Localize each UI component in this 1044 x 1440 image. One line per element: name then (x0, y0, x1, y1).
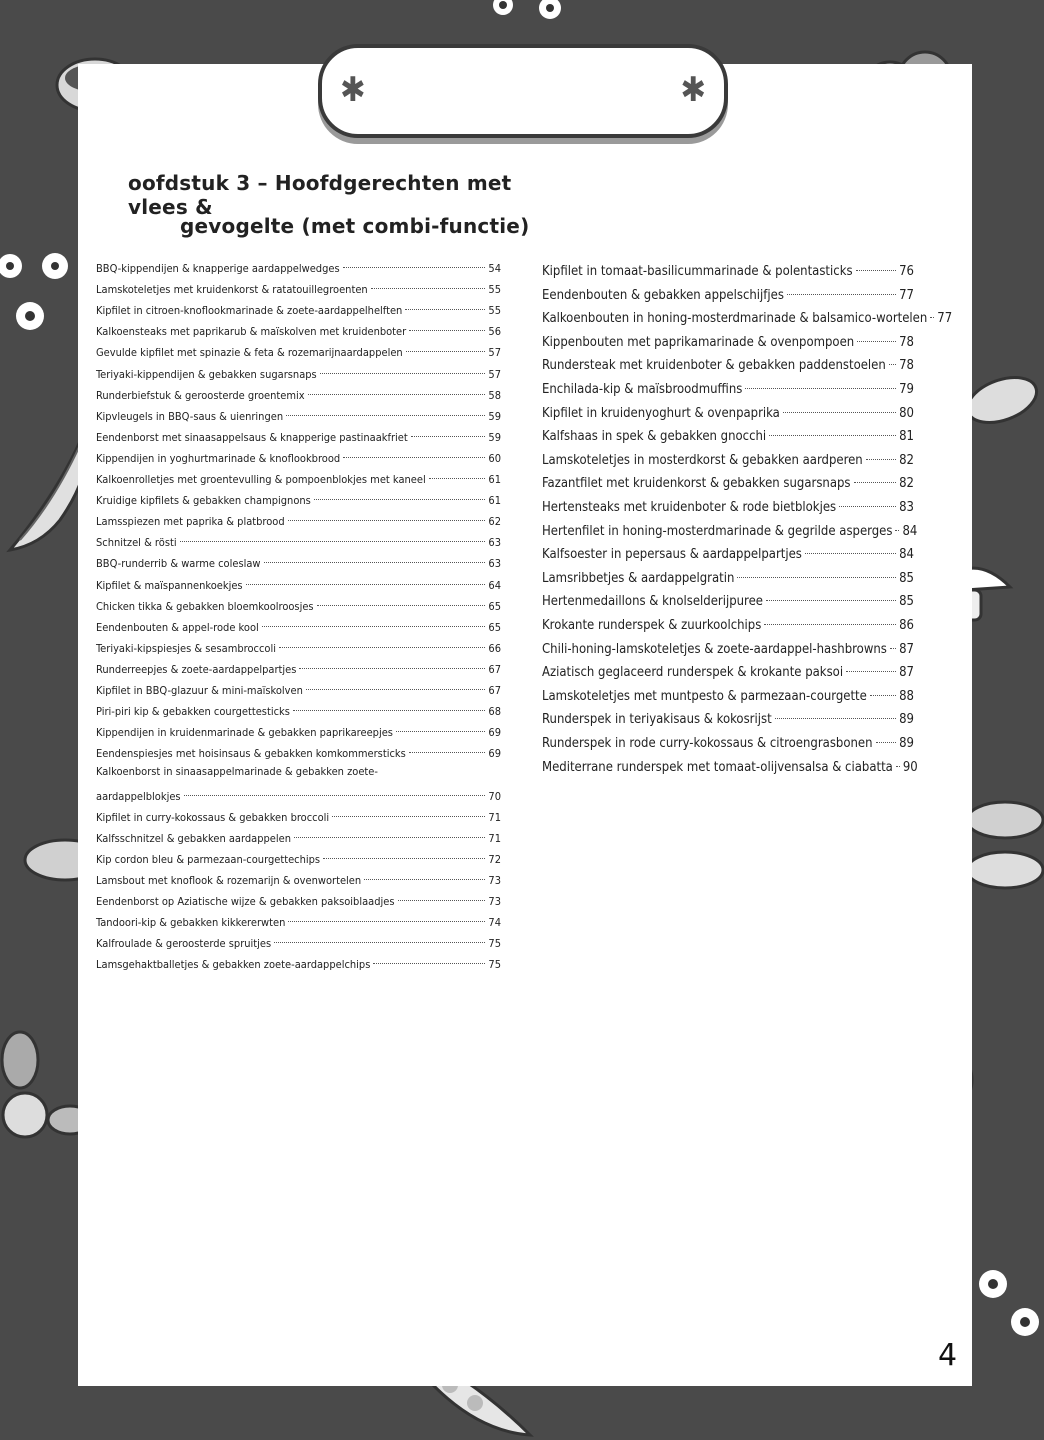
toc-entry-title: aardappelblokjes (96, 789, 181, 803)
toc-entry-page: 85 (899, 570, 914, 586)
toc-entry[interactable] (96, 892, 501, 912)
toc-entry-title: Lamskoteletjes in mosterdkorst & gebakken aardperen (542, 452, 863, 468)
toc-entry-title: Rundersteak met kruidenboter & gebakken paddenstoelen (542, 358, 886, 374)
toc-entry[interactable] (96, 491, 501, 511)
toc-entry[interactable] (542, 734, 914, 754)
toc-entry-page: 72 (488, 852, 501, 866)
dot-leader (314, 499, 486, 500)
toc-entry[interactable] (96, 829, 501, 849)
flower-icon (0, 248, 75, 338)
toc-entry-page: 73 (488, 873, 501, 887)
toc-entry[interactable] (96, 470, 501, 490)
toc-entry[interactable] (96, 576, 501, 596)
dot-leader (398, 900, 486, 901)
toc-entry[interactable] (96, 702, 501, 722)
toc-entry-title: Lamsgehaktballetjes & gebakken zoete-aardappelchips (96, 958, 371, 972)
toc-entry-page: 55 (488, 304, 501, 318)
toc-entry-page: 61 (488, 494, 501, 508)
toc-entry-page: 86 (899, 618, 914, 633)
page-number: 4 (938, 1338, 958, 1373)
toc-entry-title: Eendenborst op Aziatische wijze & gebakken paksoiblaadjes (96, 895, 395, 908)
toc-entry-page: 67 (488, 684, 501, 697)
toc-entry[interactable] (96, 533, 501, 553)
dot-leader (839, 506, 896, 507)
toc-entry-title: Kippenbouten met paprikamarinade & ovenpompoen (542, 334, 855, 350)
toc-entry-title: Eendenborst met sinaasappelsaus & knapperige pastinaakfriet (96, 430, 408, 444)
toc-entry-page: 56 (488, 325, 501, 339)
toc-entry-page: 69 (488, 726, 501, 740)
chapter-title-line1: oofdstuk 3 – Hoofdgerechten met vlees & (128, 171, 512, 219)
toc-entry[interactable] (96, 280, 501, 300)
toc-entry[interactable] (96, 723, 501, 743)
dot-leader (737, 577, 896, 578)
dot-leader (930, 317, 934, 318)
toc-entry-page: 70 (488, 789, 501, 803)
toc-entry-title: Piri-piri kip & gebakken courgettesticks (96, 705, 290, 719)
dot-leader (890, 648, 896, 649)
toc-entry-page: 64 (488, 578, 501, 592)
toc-entry-title: Kippendijen in yoghurtmarinade & knoflookbrood (96, 451, 341, 465)
toc-entry[interactable] (96, 259, 501, 279)
dot-leader (288, 520, 486, 521)
toc-entry-title: Lamsbout met knoflook & rozemarijn & ovenwortelen (96, 873, 362, 887)
toc-entry-title: Hertenfilet in honing-mosterdmarinade & gegrilde asperges (542, 523, 893, 539)
toc-entry-page: 62 (488, 515, 501, 529)
dot-leader (405, 309, 485, 310)
star-icon: ✱ (680, 70, 706, 110)
toc-entry-title: Kalfsoester in pepersaus & aardappelpartjes (542, 547, 802, 563)
toc-entry[interactable] (96, 955, 501, 975)
toc-entry-page: 77 (899, 287, 914, 303)
toc-entry-title: BBQ-runderrib & warme coleslaw (96, 557, 261, 571)
dot-leader (429, 478, 486, 479)
toc-entry[interactable] (96, 343, 501, 363)
toc-entry[interactable] (542, 309, 953, 329)
toc-entry[interactable] (96, 787, 501, 807)
toc-entry[interactable] (96, 808, 501, 828)
dot-leader (299, 668, 485, 669)
dot-leader (343, 267, 486, 268)
flower-icon (975, 1262, 1044, 1352)
toc-entry[interactable] (96, 660, 501, 680)
toc-entry[interactable] (542, 451, 914, 471)
toc-entry-page: 66 (488, 641, 501, 655)
toc-entry-title: Kalkoenrolletjes met groentevulling & pompoenblokjes met kaneel (96, 473, 426, 486)
toc-entry-page: 77 (937, 311, 953, 327)
toc-entry[interactable] (96, 407, 501, 427)
toc-entry[interactable] (542, 592, 914, 612)
toc-entry-page: 74 (488, 916, 501, 930)
toc-entry-page: 59 (488, 409, 501, 423)
toc-entry-title: Kipfilet in BBQ-glazuur & mini-maïskolven (96, 684, 303, 697)
dot-leader (184, 795, 486, 796)
dot-leader (396, 731, 485, 732)
toc-entry-page: 75 (488, 937, 501, 951)
dot-leader (889, 364, 896, 365)
dot-leader (323, 858, 485, 859)
toc-entry-title: Tandoori-kip & gebakken kikkererwten (96, 916, 286, 930)
toc-entry-title: Kipfilet in curry-kokossaus & gebakken broccoli (96, 810, 330, 824)
toc-entry-page: 89 (899, 712, 914, 728)
toc-entry-title: Kipfilet & maïspannenkoekjes (96, 578, 243, 592)
toc-entry[interactable] (542, 640, 914, 660)
toc-entry-page: 57 (488, 346, 501, 360)
toc-entry-page: 84 (899, 547, 914, 563)
toc-entry-title: BBQ-kippendijen & knapperige aardappelwedges (96, 262, 340, 275)
dot-leader (846, 671, 896, 672)
toc-entry-title: Lamsspiezen met paprika & platbrood (96, 515, 285, 529)
toc-entry-title: Kipfilet in tomaat-basilicummarinade & polentasticks (542, 264, 853, 279)
toc-entry-page: 71 (488, 810, 501, 824)
toc-entry[interactable] (96, 386, 501, 406)
toc-entry-title: Runderbiefstuk & geroosterde groentemix (96, 388, 305, 402)
star-icon: ✱ (340, 70, 366, 110)
toc-entry-title: Kruidige kipfilets & gebakken champignons (96, 494, 311, 508)
dot-leader (294, 837, 485, 838)
toc-entry-page: 69 (488, 747, 501, 761)
dot-leader (775, 718, 896, 719)
toc-entry[interactable] (542, 663, 914, 683)
toc-entry-page: 55 (488, 283, 501, 297)
toc-entry-page: 83 (899, 500, 914, 515)
toc-entry-page: 67 (488, 662, 501, 676)
toc-entry-title: Kip cordon bleu & parmezaan-courgettechips (96, 852, 321, 866)
dot-leader (373, 963, 485, 964)
toc-entry-title: Kalfsschnitzel & gebakken aardappelen (96, 831, 291, 845)
toc-entry[interactable] (96, 618, 501, 638)
dot-leader (343, 457, 485, 458)
toc-entry-page: 60 (488, 451, 501, 465)
toc-entry-page: 73 (488, 895, 501, 908)
dot-leader (787, 294, 896, 295)
dot-leader (870, 695, 896, 696)
toc-entry[interactable] (542, 474, 914, 494)
toc-entry-page: 65 (488, 620, 501, 634)
toc-entry[interactable] (96, 871, 501, 891)
toc-entry[interactable] (96, 554, 501, 574)
toc-entry[interactable] (542, 616, 914, 636)
toc-entry-page: 78 (899, 358, 914, 374)
toc-entry-title: Teriyaki-kippendijen & gebakken sugarsnaps (96, 367, 317, 381)
toc-entry-page: 80 (899, 405, 914, 421)
toc-entry-title: Chili-honing-lamskoteletjes & zoete-aardappel-hashbrowns (542, 641, 887, 657)
dot-leader (306, 689, 486, 690)
dot-leader (895, 530, 899, 531)
toc-entry-page: 79 (899, 382, 914, 397)
dot-leader (766, 600, 896, 601)
dot-leader (293, 710, 486, 711)
toc-entry-page: 63 (488, 536, 501, 550)
toc-entry[interactable] (542, 569, 914, 589)
dot-leader (409, 330, 485, 331)
toc-entry[interactable] (542, 545, 914, 565)
toc-entry[interactable] (96, 322, 501, 342)
dot-leader (180, 541, 486, 542)
toc-entry-title: Lamskoteletjes met muntpesto & parmezaan-courgette (542, 688, 867, 704)
toc-entry[interactable] (96, 744, 501, 764)
dot-leader (332, 816, 485, 817)
flower-icon (488, 0, 568, 30)
lettuce-icon (960, 365, 1044, 435)
header-tab (318, 44, 728, 138)
toc-entry-title: Runderspek in teriyakisaus & kokosrijst (542, 712, 772, 728)
dot-leader (320, 373, 486, 374)
toc-entry-title: Chicken tikka & gebakken bloemkoolroosjes (96, 599, 314, 613)
dot-leader (264, 562, 486, 563)
toc-entry-page: 76 (899, 264, 914, 279)
toc-entry-title: Kalfshaas in spek & gebakken gnocchi (542, 429, 767, 445)
toc-entry-title: Aziatisch geglaceerd runderspek & krokante paksoi (542, 665, 844, 681)
toc-entry-title: Eendenbouten & appel-rode kool (96, 620, 259, 634)
toc-entry-page: 71 (488, 831, 501, 845)
toc-entry[interactable] (542, 286, 914, 306)
toc-entry-title: Fazantfilet met kruidenkorst & gebakken sugarsnaps (542, 476, 851, 492)
toc-entry-page: 78 (899, 334, 914, 350)
toc-entry[interactable] (542, 687, 914, 707)
dot-leader (364, 879, 485, 880)
dot-leader (371, 288, 486, 289)
toc-entry[interactable] (542, 356, 914, 376)
toc-entry[interactable] (96, 597, 501, 617)
toc-entry-page: 90 (902, 759, 918, 775)
dot-leader (411, 436, 486, 437)
dot-leader (246, 584, 486, 585)
toc-entry-page: 65 (488, 599, 501, 613)
toc-entry-title: Kalkoenborst in sinaasappelmarinade & gebakken zoete- (96, 765, 378, 779)
toc-entry[interactable] (542, 758, 918, 778)
toc-entry-page: 85 (899, 594, 914, 610)
toc-entry[interactable] (542, 427, 914, 447)
dot-leader (854, 482, 897, 483)
toc-entry-title: Eendenspiesjes met hoisinsaus & gebakken komkommersticks (96, 747, 406, 761)
dot-leader (317, 605, 486, 606)
toc-entry[interactable] (542, 262, 914, 282)
toc-entry[interactable] (96, 681, 501, 701)
dot-leader (805, 553, 896, 554)
toc-entry-title: Kippendijen in kruidenmarinade & gebakken paprikareepjes (96, 726, 393, 740)
toc-entry[interactable] (96, 913, 501, 933)
toc-entry[interactable] (96, 512, 501, 532)
toc-entry-title: Runderspek in rode curry-kokossaus & citroengrasbonen (542, 736, 873, 751)
toc-entry[interactable] (96, 449, 501, 469)
dot-leader (745, 388, 896, 389)
toc-entry-title: Kalkoenbouten in honing-mosterdmarinade & balsamico-wortelen (542, 311, 928, 327)
toc-entry-title: Kipfilet in kruidenyoghurt & ovenpaprika (542, 405, 780, 421)
toc-entry-page: 89 (899, 736, 914, 751)
toc-entry-title: Schnitzel & rösti (96, 536, 177, 550)
toc-entry-title: Eendenbouten & gebakken appelschijfjes (542, 287, 784, 303)
toc-entry-title: Krokante runderspek & zuurkoolchips (542, 618, 762, 633)
toc-entry-title: Kipvleugels in BBQ-saus & uienringen (96, 409, 284, 423)
toc-entry-page: 57 (488, 367, 501, 381)
toc-entry-title: Lamskoteletjes met kruidenkorst & ratatouillegroenten (96, 283, 368, 297)
toc-entry[interactable] (542, 710, 914, 730)
chapter-title-line2: gevogelte (met combi-functie) (180, 214, 530, 238)
toc-entry-title: Enchilada-kip & maïsbroodmuffins (542, 382, 743, 397)
dot-leader (279, 647, 485, 648)
toc-entry[interactable] (96, 934, 501, 954)
dot-leader (896, 766, 900, 767)
dot-leader (856, 270, 897, 271)
toc-entry-page: 87 (899, 665, 914, 681)
toc-entry-page: 81 (899, 429, 914, 445)
toc-entry-page: 63 (488, 557, 501, 571)
toc-entry-title: Teriyaki-kipspiesjes & sesambroccoli (96, 641, 276, 655)
toc-entry[interactable] (542, 498, 914, 518)
toc-entry[interactable] (96, 428, 501, 448)
toc-entry-page: 68 (488, 705, 501, 719)
toc-entry-page: 82 (899, 452, 914, 468)
toc-entry-title: Kipfilet in citroen-knoflookmarinade & zoete-aardappelhelften (96, 304, 403, 318)
toc-entry-title: Hertensteaks met kruidenboter & rode bietblokjes (542, 500, 837, 515)
dot-leader (308, 394, 486, 395)
toc-entry-page: 84 (902, 523, 918, 539)
toc-entry[interactable] (96, 365, 501, 385)
toc-entry-page: 54 (488, 262, 501, 275)
toc-entry[interactable] (542, 522, 918, 542)
toc-entry-title: Mediterrane runderspek met tomaat-olijvensalsa & ciabatta (542, 759, 893, 775)
dot-leader (876, 742, 897, 743)
toc-entry-title: Kalfroulade & geroosterde spruitjes (96, 937, 272, 951)
toc-entry-page: 87 (899, 641, 914, 657)
toc-entry-title: Hertenmedaillons & knolselderijpuree (542, 594, 763, 610)
toc-entry[interactable] (542, 333, 914, 353)
toc-entry-page: 82 (899, 476, 914, 492)
toc-entry-title: Runderreepjes & zoete-aardappelpartjes (96, 662, 297, 676)
toc-entry[interactable] (96, 301, 501, 321)
toc-entry-title: Kalkoensteaks met paprikarub & maïskolven met kruidenboter (96, 325, 407, 339)
dot-leader (764, 624, 896, 625)
toc-entry-page: 61 (488, 473, 501, 486)
toc-entry[interactable] (96, 639, 501, 659)
dot-leader (288, 921, 485, 922)
dot-leader (409, 752, 486, 753)
toc-entry[interactable] (542, 380, 914, 400)
dot-leader (274, 942, 485, 943)
dot-leader (783, 412, 896, 413)
dot-leader (286, 415, 485, 416)
toc-entry[interactable] (96, 850, 501, 870)
toc-entry-page: 58 (488, 388, 501, 402)
dot-leader (262, 626, 486, 627)
dot-leader (406, 351, 486, 352)
toc-entry[interactable] (542, 404, 914, 424)
toc-entry-page: 88 (899, 688, 914, 704)
toc-entry-page: 59 (488, 430, 501, 444)
dot-leader (866, 459, 896, 460)
dot-leader (857, 341, 896, 342)
toc-entry-page: 75 (488, 958, 501, 972)
toc-entry-title: Gevulde kipfilet met spinazie & feta & rozemarijnaardappelen (96, 346, 403, 360)
dot-leader (769, 435, 896, 436)
toc-entry-title: Lamsribbetjes & aardappelgratin (542, 570, 735, 586)
